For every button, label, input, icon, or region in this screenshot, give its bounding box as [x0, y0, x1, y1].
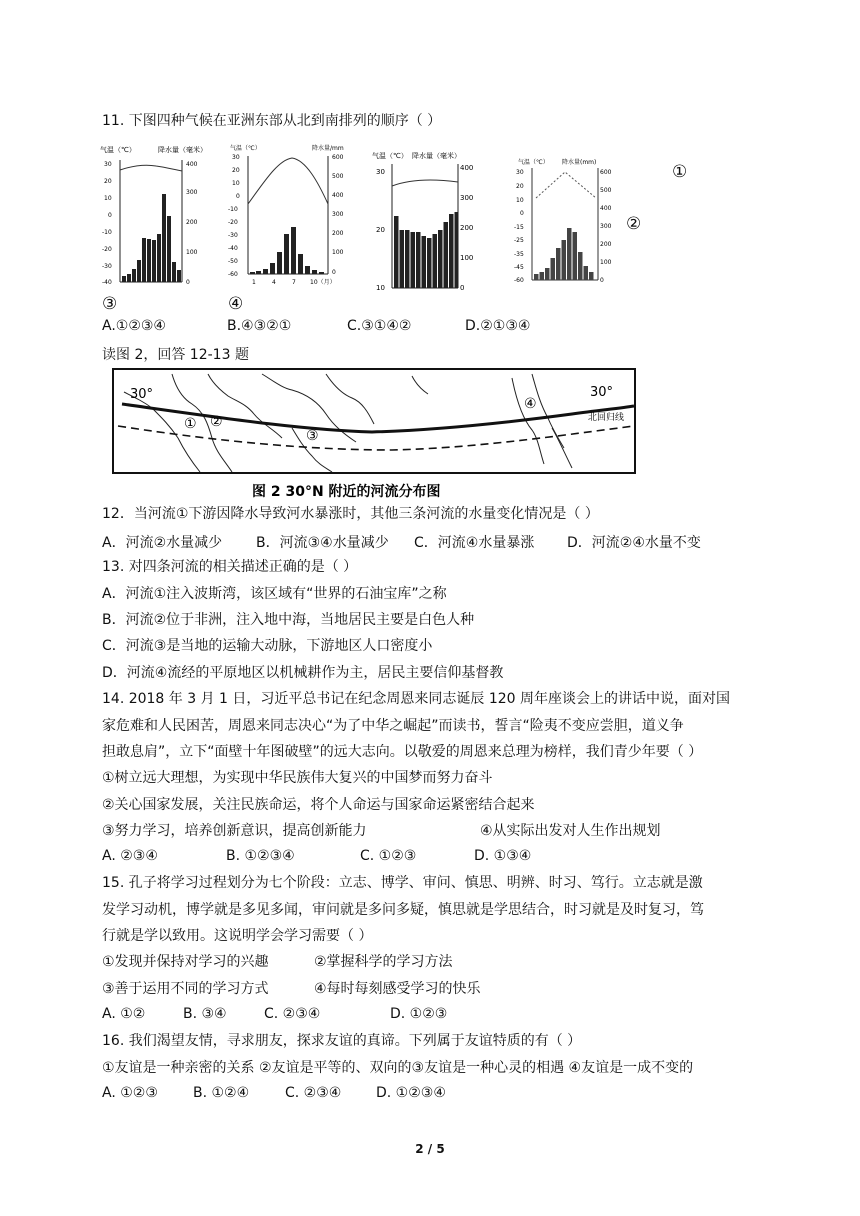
- marker-4: ④: [228, 294, 244, 314]
- svg-text:-25: -25: [514, 237, 524, 244]
- q14-item-4: ④从实际出发对人生作出规划: [480, 823, 661, 839]
- q15-option-d[interactable]: D. ①②③: [390, 1006, 448, 1022]
- svg-text:-20: -20: [228, 219, 238, 226]
- svg-text:0: 0: [186, 279, 190, 286]
- map-caption: 图 2 30°N 附近的河流分布图: [252, 484, 441, 500]
- q14-option-d[interactable]: D. ①③④: [474, 848, 532, 864]
- svg-text:-45: -45: [514, 264, 524, 271]
- q14-stem-line-1: 14. 2018 年 3 月 1 日，习近平总书记在纪念周恩来同志诞辰 120 周年座谈会上的讲话中说，面对国: [102, 691, 731, 707]
- svg-text:0: 0: [236, 193, 240, 200]
- q14-options: [0, 848, 860, 868]
- q15-item-3: ③善于运用不同的学习方式: [102, 981, 269, 997]
- svg-text:100: 100: [332, 249, 344, 256]
- chart2-precip-label: 降水量/mm: [312, 145, 344, 152]
- q15-options: [0, 1006, 860, 1026]
- q14-option-a[interactable]: A. ②③④: [102, 848, 158, 864]
- q11-option-a[interactable]: A.①②③④: [102, 318, 166, 334]
- svg-text:0: 0: [460, 284, 465, 292]
- svg-text:10: 10: [232, 180, 240, 187]
- chart4-temp-label: 气温（℃）: [518, 159, 549, 166]
- svg-text:-60: -60: [228, 271, 238, 278]
- svg-text:200: 200: [600, 241, 612, 248]
- marker-1: ①: [672, 162, 688, 182]
- river-3-label: ③: [306, 428, 319, 444]
- q12-option-a[interactable]: A．河流②水量减少: [102, 535, 223, 551]
- q14-stem-line-2: 家危难和人民困苦，周恩来同志决心“为了中华之崛起”而读书，誓言“险夷不变应尝胆，道义争: [102, 718, 684, 734]
- q13-option-b[interactable]: B．河流②位于非洲，注入地中海，当地居民主要是白色人种: [102, 612, 475, 628]
- q12-option-c[interactable]: C．河流④水量暴涨: [414, 535, 535, 551]
- river-map: [112, 368, 638, 504]
- q16-items: ①友谊是一种亲密的关系 ②友谊是平等的、双向的③友谊是一种心灵的相遇 ④友谊是一成不变的: [102, 1060, 694, 1076]
- svg-text:500: 500: [600, 187, 612, 194]
- svg-text:300: 300: [460, 194, 474, 202]
- q15-item-1: ①发现并保持对学习的兴趣: [102, 954, 269, 970]
- climate-chart-4: [508, 158, 624, 286]
- q16-option-d[interactable]: D. ①②③④: [376, 1085, 446, 1101]
- river-2-label: ②: [210, 414, 223, 430]
- q15-option-a[interactable]: A. ①②: [102, 1006, 146, 1022]
- svg-text:400: 400: [460, 164, 474, 172]
- svg-text:500: 500: [332, 173, 344, 180]
- q13-option-c[interactable]: C．河流③是当地的运输大动脉，下游地区人口密度小: [102, 638, 433, 654]
- lat-label-right: 30°: [590, 385, 614, 400]
- river-4-label: ④: [524, 396, 537, 412]
- q15-stem-line-2: 发学习动机，博学就是多见多闻，审问就是多问多疑，慎思就是学思结合，时习就是及时复习，笃: [102, 902, 704, 918]
- q14-option-c[interactable]: C. ①②③: [360, 848, 417, 864]
- svg-text:10（月）: 10（月）: [310, 279, 336, 286]
- svg-text:-50: -50: [228, 258, 238, 265]
- svg-text:10: 10: [376, 284, 385, 292]
- tropic-label: 北回归线: [588, 413, 625, 423]
- svg-text:-20: -20: [102, 246, 112, 253]
- page-number: 2 / 5: [415, 1142, 445, 1156]
- q14-item-1: ①树立远大理想，为实现中华民族伟大复兴的中国梦而努力奋斗: [102, 770, 493, 786]
- svg-text:600: 600: [600, 169, 612, 176]
- q16-options: [0, 1085, 860, 1105]
- q14-stem-line-3: 担敢息肩”，立下“面壁十年图破壁”的远大志向。以敬爱的周恩来总理为榜样，我们青少年要（ ）: [102, 744, 703, 760]
- svg-text:-60: -60: [514, 277, 524, 284]
- svg-text:20: 20: [376, 226, 385, 234]
- svg-text:30: 30: [232, 154, 240, 161]
- q14-item-2: ②关心国家发展，关注民族命运，将个人命运与国家命运紧密结合起来: [102, 797, 535, 813]
- svg-text:300: 300: [600, 223, 612, 230]
- svg-text:20: 20: [232, 167, 240, 174]
- svg-text:0: 0: [600, 277, 604, 284]
- q15-option-b[interactable]: B. ③④: [183, 1006, 227, 1022]
- q13-stem: 13. 对四条河流的相关描述正确的是（ ）: [102, 559, 358, 575]
- lat-label-left: 30°: [130, 387, 154, 402]
- svg-text:200: 200: [332, 230, 344, 237]
- q13-option-a[interactable]: A．河流①注入波斯湾，该区域有“世界的石油宝库”之称: [102, 586, 447, 602]
- svg-text:0: 0: [332, 269, 336, 276]
- svg-text:400: 400: [332, 192, 344, 199]
- svg-text:20: 20: [104, 178, 112, 185]
- q11-stem: 11. 下图四种气候在亚洲东部从北到南排列的顺序（ ）: [102, 113, 442, 129]
- q12-option-d[interactable]: D．河流②④水量不变: [567, 535, 701, 551]
- svg-text:-40: -40: [228, 245, 238, 252]
- q12-options: [0, 532, 860, 552]
- q11-option-c[interactable]: C.③①④②: [347, 318, 412, 334]
- q13-option-d[interactable]: D．河流④流经的平原地区以机械耕作为主，居民主要信仰基督教: [102, 665, 504, 681]
- svg-text:-30: -30: [228, 232, 238, 239]
- svg-text:0: 0: [108, 212, 112, 219]
- river-1-label: ①: [184, 416, 197, 432]
- svg-text:-40: -40: [102, 279, 112, 286]
- svg-text:300: 300: [186, 189, 198, 196]
- svg-text:7: 7: [292, 279, 296, 286]
- chart3-precip-label: 降水量（毫米）: [412, 152, 461, 160]
- q15-item-2: ②掌握科学的学习方法: [314, 954, 453, 970]
- svg-text:30: 30: [104, 161, 112, 168]
- chart4-precip-label: 降水量(mm): [562, 159, 597, 166]
- svg-text:10: 10: [104, 195, 112, 202]
- svg-text:0: 0: [520, 210, 524, 217]
- climate-chart-2: [226, 142, 356, 292]
- svg-text:20: 20: [516, 183, 524, 190]
- q16-stem: 16. 我们渴望友情，寻求朋友，探求友谊的真谛。下列属于友谊特质的有（ ）: [102, 1033, 582, 1049]
- q11-option-d[interactable]: D.②①③④: [465, 318, 531, 334]
- svg-text:-35: -35: [514, 251, 524, 258]
- svg-text:-15: -15: [514, 224, 524, 231]
- svg-text:10: 10: [516, 197, 524, 204]
- climate-chart-1: [98, 144, 208, 286]
- q11-option-b[interactable]: B.④③②①: [227, 318, 292, 334]
- q15-item-4: ④每时每刻感受学习的快乐: [314, 981, 481, 997]
- q14-item-3: ③努力学习，培养创新意识，提高创新能力: [102, 823, 367, 839]
- q12-stem: 12．当河流①下游因降水导致河水暴涨时，其他三条河流的水量变化情况是（ ）: [102, 506, 599, 522]
- svg-text:400: 400: [600, 205, 612, 212]
- svg-text:600: 600: [332, 154, 344, 161]
- svg-text:200: 200: [186, 219, 198, 226]
- svg-text:100: 100: [186, 249, 198, 256]
- q15-stem-line-1: 15. 孔子将学习过程划分为七个阶段：立志、博学、审问、慎思、明辨、时习、笃行。立志就是激: [102, 875, 703, 891]
- q15-option-c[interactable]: C. ②③④: [264, 1006, 321, 1022]
- svg-text:30: 30: [516, 169, 524, 176]
- chart1-precip-label: 降水量（毫米）: [158, 146, 207, 154]
- q16-option-b[interactable]: B. ①②④: [193, 1085, 250, 1101]
- q16-option-a[interactable]: A. ①②③: [102, 1085, 158, 1101]
- svg-text:400: 400: [186, 161, 198, 168]
- chart2-temp-label: 气温（℃）: [230, 145, 261, 152]
- svg-text:-10: -10: [228, 206, 238, 213]
- chart1-temp-label: 气温（℃）: [100, 146, 136, 154]
- marker-3: ③: [102, 294, 118, 314]
- q14-option-b[interactable]: B. ①②③④: [226, 848, 295, 864]
- svg-text:100: 100: [600, 259, 612, 266]
- intro-12-13: 读图 2，回答 12-13 题: [102, 347, 249, 363]
- climate-chart-3: [368, 150, 484, 292]
- svg-text:1: 1: [252, 279, 256, 286]
- marker-2: ②: [626, 214, 642, 234]
- svg-text:200: 200: [460, 224, 474, 232]
- q12-option-b[interactable]: B．河流③④水量减少: [256, 535, 389, 551]
- svg-text:30: 30: [376, 168, 385, 176]
- svg-text:100: 100: [460, 254, 474, 262]
- q16-option-c[interactable]: C. ②③④: [285, 1085, 342, 1101]
- svg-text:300: 300: [332, 211, 344, 218]
- svg-text:-10: -10: [102, 229, 112, 236]
- q11-options: [0, 318, 860, 338]
- svg-text:-30: -30: [102, 263, 112, 270]
- svg-text:4: 4: [272, 279, 276, 286]
- chart3-temp-label: 气温（℃）: [372, 152, 408, 160]
- q15-stem-line-3: 行就是学以致用。这说明学会学习需要（ ）: [102, 928, 373, 944]
